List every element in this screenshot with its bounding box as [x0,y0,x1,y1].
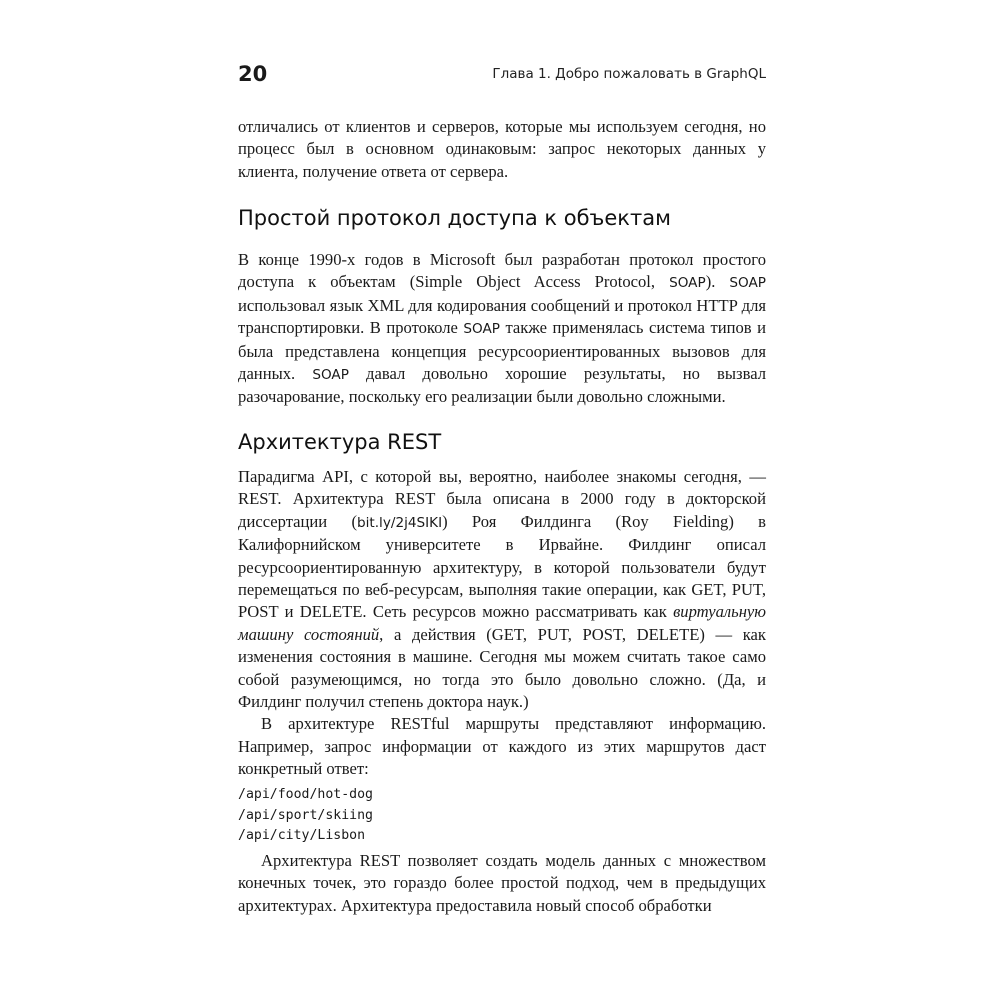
rest-paragraph-2: В архитектуре RESTful маршруты представляют информацию. Например, запрос информации от каждого из этих маршрутов даст конкретный ответ: [238,714,766,779]
soap-term: SOAP [729,275,766,292]
rest-paragraph-3-wrap [238,850,766,917]
section-heading-soap: Простой протокол доступа к объектам [238,206,671,230]
rest-p1-a: Парадигма API, с которой вы, вероятно, наиболее знакомы сегодня, — REST. Архитектура REST была описана в 2000 году в докторской диссертации ( [238,467,766,531]
rest-p1-emphasis: виртуальную машину состояний [238,602,766,644]
rest-paragraph-1 [238,466,766,713]
soap-term: SOAP [669,275,706,292]
rest-paragraph-3: Архитектура REST позволяет создать модель данных с множеством конечных точек, это гораздо более простой подход, чем в предыдущих архитектурах. Архитектура предоставила новый способ обработки [238,851,766,915]
intro-paragraph [238,116,766,183]
page-header [238,60,766,90]
soap-term: SOAP [463,321,500,338]
rest-paragraphs [238,466,766,781]
soap-text [238,249,766,409]
section-heading-rest: Архитектура REST [238,430,442,454]
soap-text-e: давал довольно хорошие результаты, но вызвал разочарование, поскольку его реализации были довольно сложными. [238,364,767,407]
soap-term: SOAP [312,367,349,384]
rest-p1-c: , а действия (GET, PUT, POST, DELETE) — как изменения состояния в машине. Сегодня мы можем считать такое само собой разумеющимся, но тогда это было довольно сложно. (Да, и Филдинг получил степень доктора наук.) [238,624,766,712]
code-line: /api/sport/skiing [238,807,373,823]
rest-p1-b: ) Роя Филдинга (Roy Fielding) в Калифорнийском университете в Ирвайне. Филдинг описал ресурсоориентированную архитектуру, в которой пользователи будут перемещаться по веб-ресурсам, выполняя такие операции, как GET, PUT, POST и DELETE. Сеть ресурсов можно рассматривать как [238,511,766,622]
dissertation-link[interactable]: bit.ly/2j4SIKI [356,514,443,531]
soap-text-b: ). [705,272,730,292]
running-head: Глава 1. Добро пожаловать в GraphQL [492,66,766,82]
code-block [238,785,373,847]
soap-text-a: В конце 1990-х годов в Microsoft был разработан протокол простого доступа к объектам (Simple Object Access Protocol, [238,250,766,292]
soap-text-c: использовал язык XML для кодирования сообщений и протокол HTTP для транспортировки. В протоколе [238,295,766,338]
page-number: 20 [238,62,268,86]
soap-paragraph [238,249,766,409]
code-line: /api/city/Lisbon [238,828,366,843]
soap-text-d: также применялась система типов и была представлена концепция ресурсоориентированных вызовов для данных. [238,318,766,384]
intro-text: отличались от клиентов и серверов, которые мы используем сегодня, но процесс был в основном одинаковым: запрос некоторых данных у клиента, получение ответа от сервера. [238,117,766,181]
code-line: /api/food/hot-dog [238,787,373,802]
